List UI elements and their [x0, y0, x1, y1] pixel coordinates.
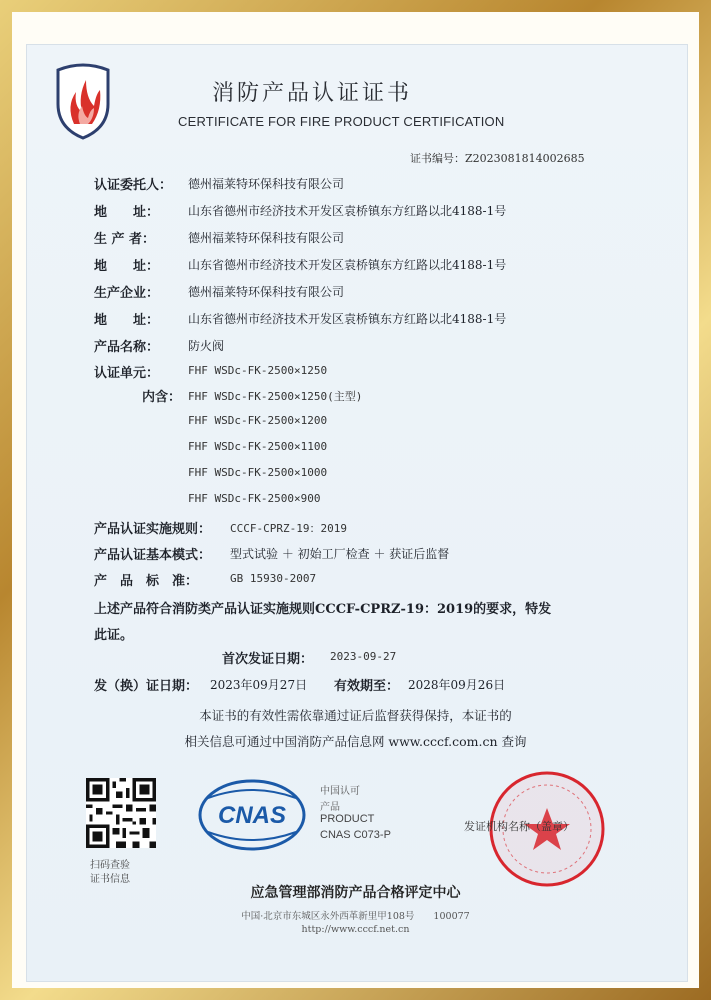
title-cn: 消防产品认证证书	[212, 81, 413, 106]
standard-label: 产 品 标 准：	[94, 574, 199, 589]
product-value: 防火阀	[188, 339, 225, 353]
title-en: CERTIFICATE FOR FIRE PRODUCT CERTIFICATION	[178, 114, 505, 129]
issuer-name: 应急管理部消防产品合格评定中心	[250, 885, 461, 901]
issuer-signature-label: 发证机构名称（盖章）	[464, 820, 574, 833]
cnas-logo-icon	[196, 776, 308, 854]
cnas-logo-text: CNAS	[217, 802, 287, 829]
client-value: 德州福莱特环保科技有限公司	[188, 177, 345, 191]
cnas-line-3: PRODUCT	[320, 813, 375, 825]
standard-value: GB 15930-2007	[230, 572, 317, 585]
unit-value: FHF WSDc-FK-2500×1250	[188, 364, 328, 377]
certificate-number: 证书编号：Z2023081814002685	[410, 152, 585, 165]
issuer-address: 中国·北京市东城区永外西革新里甲108号 100077	[241, 911, 470, 922]
cnas-line-1: 中国认可	[320, 786, 360, 797]
fire-emblem-icon	[52, 62, 114, 140]
mode-value: 型式试验 ＋ 初始工厂检查 ＋ 获证后监督	[230, 547, 450, 561]
mode-label: 产品认证基本模式：	[94, 548, 212, 563]
client-label: 认证委托人：	[94, 178, 173, 193]
model-item: FHF WSDc-FK-2500×1000	[188, 466, 328, 479]
qr-caption-line-1: 扫码查验	[90, 860, 130, 871]
notice-line-1: 本证书的有效性需依靠通过证后监督获得保持，本证书的	[199, 708, 512, 723]
statement-line-2: 此证。	[94, 628, 134, 643]
model-item: FHF WSDc-FK-2500×1100	[188, 440, 328, 453]
manufacturer-label: 生 产 者：	[94, 232, 156, 247]
issue-date-label: 发（换）证日期：	[94, 679, 199, 694]
qr-caption-line-2: 证书信息	[90, 874, 130, 885]
statement-line-1: 上述产品符合消防类产品认证实施规则CCCF-CPRZ-19：2019的要求，特发	[94, 602, 552, 617]
manufacturer-value: 德州福莱特环保科技有限公司	[188, 231, 345, 245]
first-issue-label: 首次发证日期：	[222, 652, 314, 667]
manufacturer-address-label: 地 址：	[94, 259, 160, 274]
model-item: FHF WSDc-FK-2500×1200	[188, 414, 328, 427]
unit-label: 认证单元：	[94, 366, 160, 381]
client-address-value: 山东省德州市经济技术开发区袁桥镇东方红路以北4188-1号	[188, 204, 507, 218]
model-item: FHF WSDc-FK-2500×900	[188, 492, 321, 505]
qr-code-icon[interactable]	[86, 778, 156, 848]
factory-label: 生产企业：	[94, 286, 160, 301]
rules-label: 产品认证实施规则：	[94, 522, 212, 537]
rules-value: CCCF-CPRZ-19：2019	[230, 522, 347, 535]
issuer-website[interactable]: http://www.cccf.net.cn	[301, 924, 410, 935]
cnas-line-4: CNAS C073-P	[320, 829, 391, 841]
factory-value: 德州福莱特环保科技有限公司	[188, 285, 345, 299]
model-item: FHF WSDc-FK-2500×1250(主型)	[188, 390, 363, 403]
cnas-line-2: 产品	[320, 802, 340, 813]
factory-address-value: 山东省德州市经济技术开发区袁桥镇东方红路以北4188-1号	[188, 312, 507, 326]
client-address-label: 地 址：	[94, 205, 160, 220]
valid-until-date: 2028年09月26日	[408, 678, 506, 692]
factory-address-label: 地 址：	[94, 313, 160, 328]
product-label: 产品名称：	[94, 340, 160, 355]
valid-until-label: 有效期至：	[334, 679, 400, 694]
first-issue-date: 2023-09-27	[330, 650, 397, 663]
notice-line-2: 相关信息可通过中国消防产品信息网 www.cccf.com.cn 查询	[184, 734, 527, 749]
manufacturer-address-value: 山东省德州市经济技术开发区袁桥镇东方红路以北4188-1号	[188, 258, 507, 272]
contains-label: 内含：	[142, 390, 182, 405]
issue-date: 2023年09月27日	[210, 678, 308, 692]
